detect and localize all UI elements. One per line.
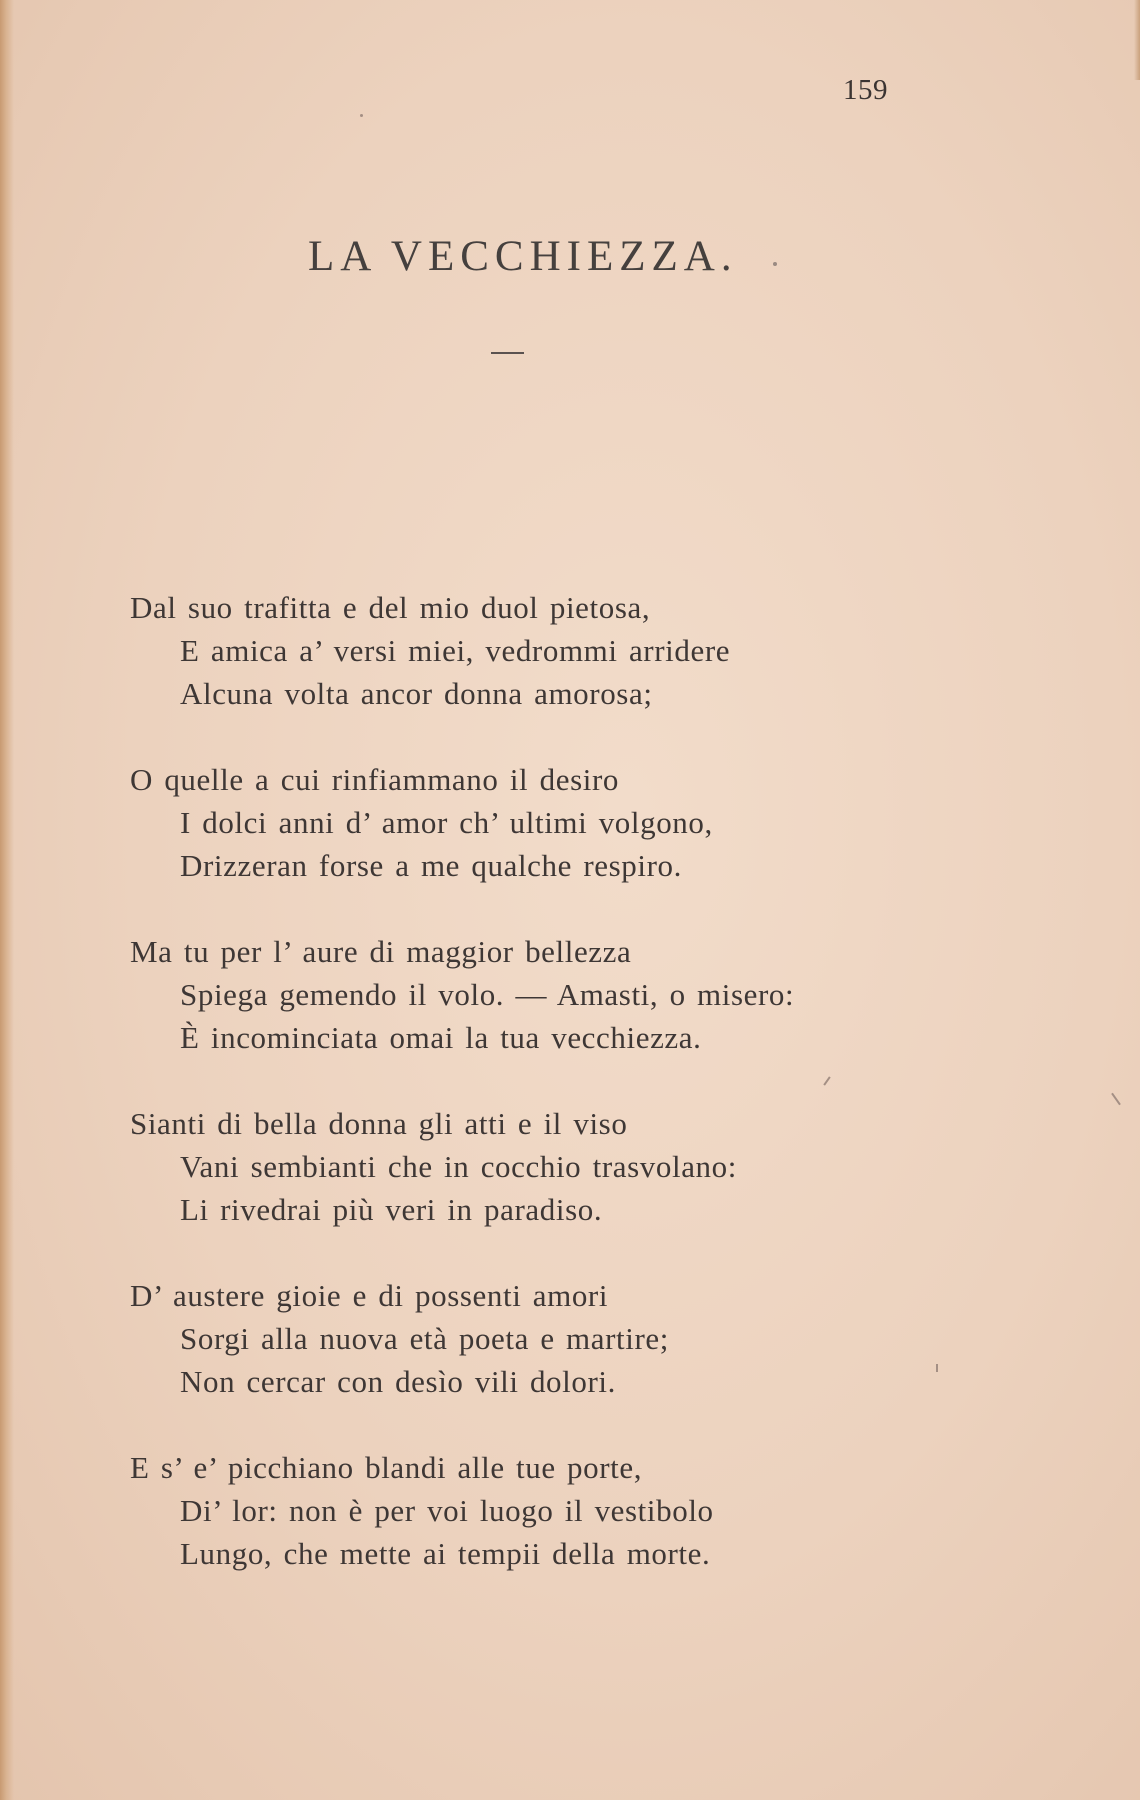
verse-line: Alcuna volta ancor donna amorosa; — [180, 676, 653, 711]
poem-body — [130, 586, 1030, 1618]
page-right-edge — [1134, 0, 1140, 80]
verse-line: E amica a’ versi miei, vedrommi arridere — [180, 633, 731, 668]
stanza-6 — [130, 1446, 1030, 1618]
ink-speck — [936, 1364, 938, 1372]
stanza-3 — [130, 930, 1030, 1102]
verse-line: Sorgi alla nuova età poeta e martire; — [180, 1321, 669, 1356]
verse-line: E s’ e’ picchiano blandi alle tue porte, — [130, 1450, 643, 1485]
stanza-2 — [130, 758, 1030, 930]
verse-line: Vani sembianti che in cocchio trasvolano: — [180, 1149, 737, 1184]
title-separator — [491, 352, 524, 354]
verse-line: Sianti di bella donna gli atti e il viso — [130, 1106, 628, 1141]
ink-speck — [773, 262, 777, 266]
ink-speck — [1111, 1093, 1121, 1106]
ink-speck — [360, 114, 363, 117]
page-left-edge — [0, 0, 14, 1800]
stanza-5 — [130, 1274, 1030, 1446]
page-number: 159 — [843, 74, 888, 106]
verse-line: Non cercar con desìo vili dolori. — [180, 1364, 616, 1399]
verse-line: Ma tu per l’ aure di maggior bellezza — [130, 934, 632, 969]
verse-line: Drizzeran forse a me qualche respiro. — [180, 848, 682, 883]
verse-line: Lungo, che mette ai tempii della morte. — [180, 1536, 711, 1571]
verse-line: Dal suo trafitta e del mio duol pietosa, — [130, 590, 651, 625]
stanza-1 — [130, 586, 1030, 758]
verse-line: Li rivedrai più veri in paradiso. — [180, 1192, 603, 1227]
verse-line: Spiega gemendo il volo. — Amasti, o misero: — [180, 977, 795, 1012]
stanza-4 — [130, 1102, 1030, 1274]
poem-title: LA VECCHIEZZA. — [308, 233, 738, 280]
verse-line: O quelle a cui rinfiammano il desiro — [130, 762, 619, 797]
verse-line: D’ austere gioie e di possenti amori — [130, 1278, 609, 1313]
verse-line: È incominciata omai la tua vecchiezza. — [180, 1020, 702, 1055]
verse-line: Di’ lor: non è per voi luogo il vestibolo — [180, 1493, 714, 1528]
verse-line: I dolci anni d’ amor ch’ ultimi volgono, — [180, 805, 713, 840]
